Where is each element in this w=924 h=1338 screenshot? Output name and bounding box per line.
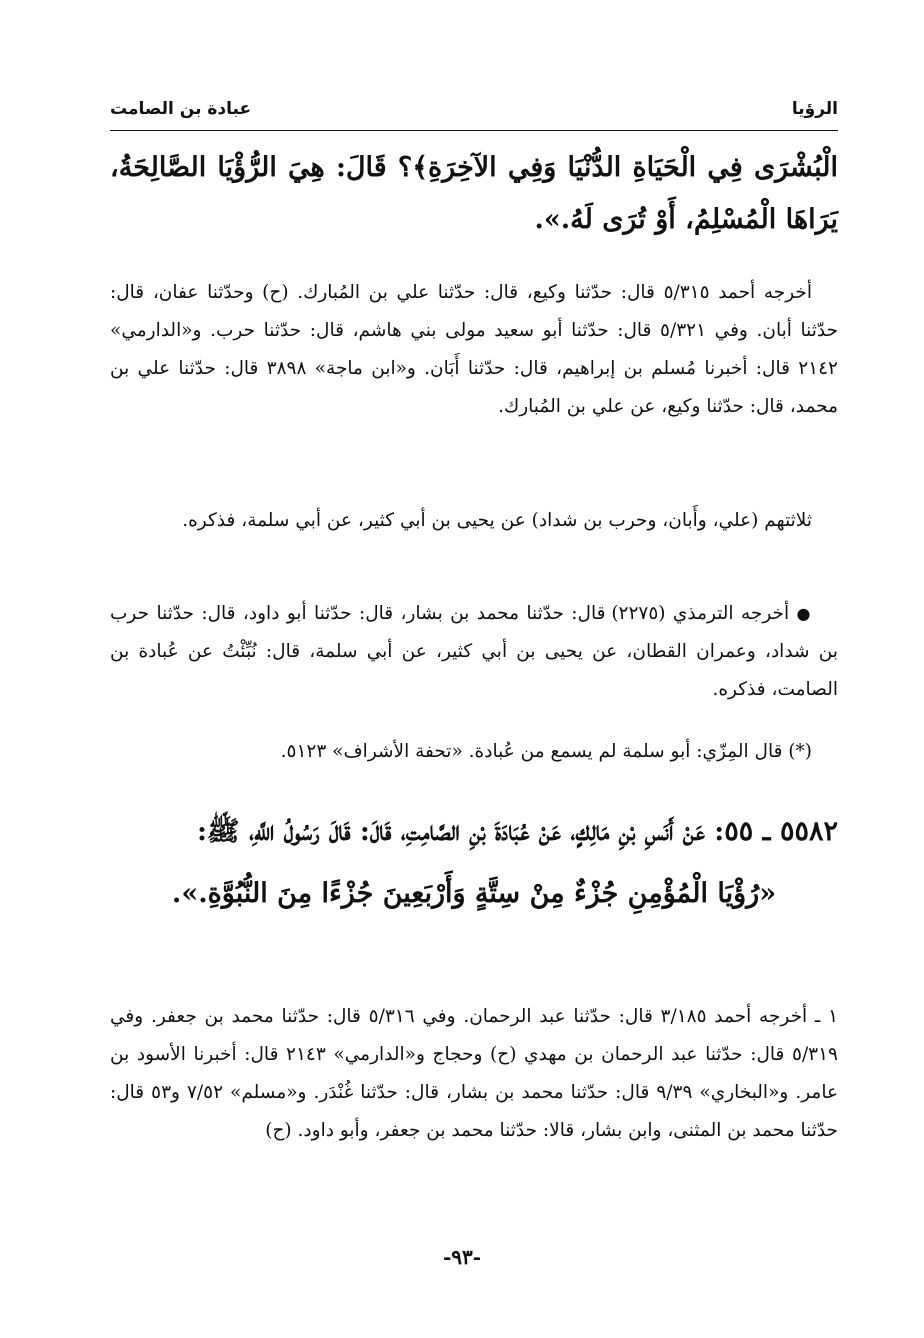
takhrij-3-block — [110, 595, 838, 709]
hadith-55-isnad: ٥٥٨٢ ـ ٥٥: عَنْ أَنَسِ بْنِ مَالِكٍ، عَنْ عُبَادَةَ بْنِ الصَّامِتِ، قَالَ: قَالَ رَسُولُ اللَّهِ، ﷺ: — [196, 816, 838, 847]
takhrij-4-block — [110, 998, 838, 1150]
mizzi-note: (*) قال المِزّي: أبو سلمة لم يسمع من عُبادة. «تحفة الأشراف» ٥١٢٣. — [280, 741, 812, 762]
running-header — [110, 92, 838, 131]
takhrij-1-block — [110, 274, 838, 426]
takhrij-3-paragraph — [110, 595, 838, 709]
hadith-55-matn: «رُؤْيَا الْمُؤْمِنِ جُزْءٌ مِنْ سِتَّةٍ وَأَرْبَعِينَ جُزْءًا مِنَ النُّبُوَّةِ.». — [171, 878, 777, 909]
bullet-icon: ● — [796, 604, 812, 623]
takhrij-1-text: أخرجه أحمد ٥/٣١٥ قال: حدّثنا وكيع، قال: حدّثنا علي بن المُبارك. (ح) وحدّثنا عفان، قال: حدّثنا أبان. وفي ٥/٣٢١ قال: حدّثنا أبو سعيد مولى بني هاشم، قال: حدّثنا حرب. و«الدارمي» ٢١٤٢ قال: أخبرنا مُسلم بن إبراهيم، قال: حدّثنا أَبَان. و«ابن ماجة» ٣٨٩٨ قال: حدّثنا علي بن محمد، قال: حدّثنا وكيع، عن علي بن المُبارك. — [110, 282, 839, 417]
takhrij-3-text: أخرجه الترمذي (٢٢٧٥) قال: حدّثنا محمد بن بشار، قال: حدّثنا أبو داود، قال: حدّثنا حرب بن شداد، وعمران القطان، عن يحيى بن أبي كثير، عن أبي سلمة، قال: نُبِّئْتُ عن عُبادة بن الصامت، فذكره. — [110, 603, 838, 700]
takhrij-2-block — [110, 502, 838, 540]
header-chapter-title: عبادة بن الصامت — [110, 99, 252, 119]
header-section-title: الرؤيا — [791, 99, 838, 119]
takhrij-4-text: ١ ـ أخرجه أحمد ٣/١٨٥ قال: حدّثنا عبد الرحمان. وفي ٥/٣١٦ قال: حدّثنا محمد بن جعفر. وفي ٥/٣١٩ قال: حدّثنا عبد الرحمان بن مهدي (ح) وحجاج و«الدارمي» ٢١٤٣ قال: أخبرنا الأسود بن عامر. و«البخاري» ٩/٣٩ قال: حدّثنا محمد بن بشار، قال: حدّثنا غُنْدَر. و«مسلم» ٧/٥٢ و٥٣ قال: حدّثنا محمد بن المثنى، وابن بشار، قالا: حدّثنا محمد بن جعفر، وأبو داود. (ح) — [110, 1006, 838, 1141]
hadith-intro-block — [110, 142, 838, 246]
page-number: -٩٣- — [442, 1245, 482, 1269]
hadith-55-block — [110, 806, 838, 920]
hadith-intro-text: الْبُشْرَى فِي الْحَيَاةِ الدُّنْيَا وَفِي الآخِرَةِ﴾؟ قَالَ: هِيَ الرُّؤْيَا الصَّالِحَةُ، يَرَاهَا الْمُسْلِمُ، أَوْ تُرَى لَهُ.». — [110, 152, 838, 235]
note-block — [110, 733, 838, 771]
takhrij-2-text: ثلاثتهم (علي، وأَبان، وحرب بن شداد) عن يحيى بن أبي كثير، عن أبي سلمة، فذكره. — [182, 510, 812, 531]
